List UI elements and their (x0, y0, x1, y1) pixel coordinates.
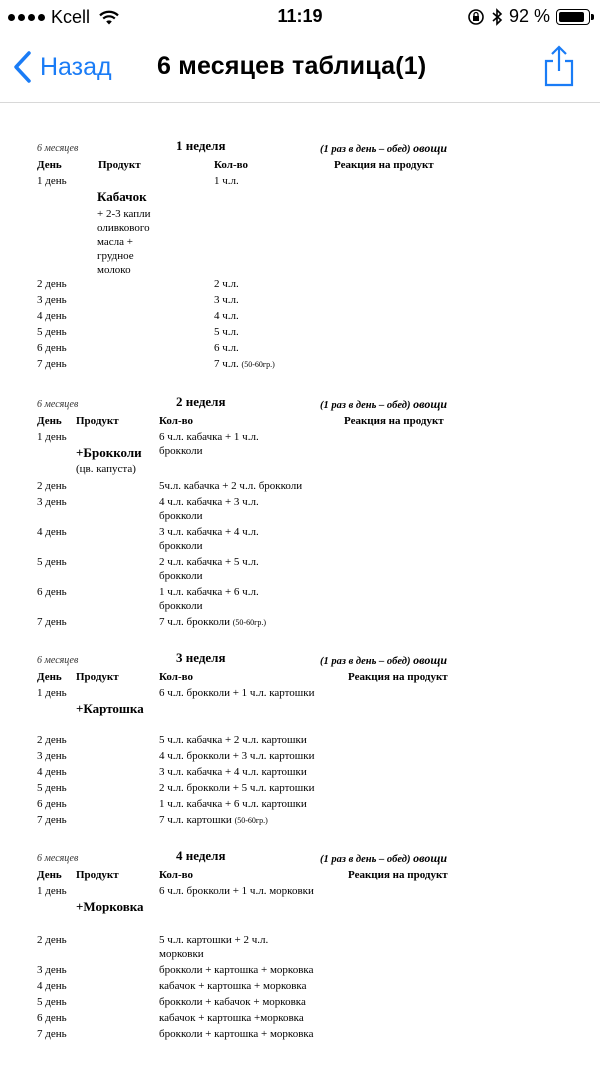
qty-cell: брокколи + кабачок + морковка (159, 996, 306, 1008)
product-extra: (цв. капуста) (76, 463, 136, 475)
week-title: 4 неделя (176, 848, 226, 863)
qty-cell: 4 ч.л. (214, 310, 239, 322)
share-icon (542, 44, 576, 88)
week-title: 3 неделя (176, 650, 226, 665)
qty-cell: 7 ч.л. брокколи (50-60гр.) (159, 616, 267, 628)
qty-cell: брокколи + картошка + морковка (159, 1028, 314, 1040)
day-cell: 6 день (37, 342, 67, 354)
day-cell: 6 день (37, 586, 67, 598)
col-header-reaction: Реакция на продукт (348, 869, 448, 881)
qty-cell: брокколи + картошка + морковка (159, 964, 314, 976)
week-meal: (1 раз в день – обед) овощи (320, 653, 448, 667)
day-cell: 1 день (37, 885, 67, 897)
qty-cell: 6 ч.л. брокколи + 1 ч.л. морковки (159, 885, 314, 897)
qty-cell: 6 ч.л. брокколи + 1 ч.л. картошки (159, 687, 315, 699)
week-age-label: 6 месяцев (37, 399, 79, 410)
page-title: 6 месяцев таблица(1) (157, 52, 427, 80)
share-button[interactable] (542, 44, 576, 93)
battery-icon (556, 9, 590, 25)
battery-level (559, 12, 584, 22)
col-header-qty: Кол-во (159, 415, 193, 427)
col-header-reaction: Реакция на продукт (348, 671, 448, 683)
product-name: +Брокколи (76, 445, 142, 460)
week-age-label: 6 месяцев (37, 655, 79, 666)
qty-cell: 1 ч.л. кабачка + 6 ч.л. картошки (159, 798, 307, 810)
qty-cell: 4 ч.л. брокколи + 3 ч.л. картошки (159, 750, 315, 762)
day-cell: 2 день (37, 480, 67, 492)
day-cell: 4 день (37, 980, 67, 992)
week-meal: (1 раз в день – обед) овощи (320, 141, 448, 155)
qty-cell: 6 ч.л. (214, 342, 239, 354)
day-cell: 2 день (37, 734, 67, 746)
day-cell: 7 день (37, 1028, 67, 1040)
qty-cell: кабачок + картошка +морковка (159, 1012, 304, 1024)
week-age-label: 6 месяцев (37, 143, 79, 154)
day-cell: 1 день (37, 431, 67, 443)
day-cell: 4 день (37, 766, 67, 778)
nav-bar (0, 34, 600, 103)
col-header-reaction: Реакция на продукт (344, 415, 444, 427)
qty-cell: 7 ч.л. картошки (50-60гр.) (159, 814, 268, 826)
week-meal: (1 раз в день – обед) овощи (320, 397, 448, 411)
day-cell: 6 день (37, 798, 67, 810)
qty-cell: 2 ч.л. брокколи + 5 ч.л. картошки (159, 782, 315, 794)
week-age-label: 6 месяцев (37, 853, 79, 864)
day-cell: 5 день (37, 996, 67, 1008)
day-cell: 7 день (37, 358, 67, 370)
week-title: 2 неделя (176, 394, 226, 409)
col-header-product: Продукт (98, 159, 141, 171)
qty-cell: 3 ч.л. (214, 294, 239, 306)
carrier-name: Kcell (51, 7, 91, 27)
day-cell: 6 день (37, 1012, 67, 1024)
qty-cell: кабачок + картошка + морковка (159, 980, 307, 992)
qty-cell: 5 ч.л. картошки + 2 ч.л. морковки (159, 934, 269, 960)
qty-cell: 2 ч.л. (214, 278, 239, 290)
col-header-product: Продукт (76, 415, 119, 427)
status-bar (0, 0, 600, 34)
product-name: Кабачок (97, 189, 147, 204)
col-header-qty: Кол-во (214, 159, 248, 171)
qty-cell: 2 ч.л. кабачка + 5 ч.л. брокколи (159, 556, 259, 582)
day-cell: 5 день (37, 326, 67, 338)
day-cell: 4 день (37, 310, 67, 322)
qty-cell: 1 ч.л. (214, 175, 239, 187)
qty-cell: 5ч.л. кабачка + 2 ч.л. брокколи (159, 480, 303, 492)
day-cell: 2 день (37, 278, 67, 290)
qty-cell: 4 ч.л. кабачка + 3 ч.л. брокколи (159, 496, 259, 522)
col-header-product: Продукт (76, 671, 119, 683)
status-right (467, 6, 590, 27)
qty-cell: 3 ч.л. кабачка + 4 ч.л. картошки (159, 766, 307, 778)
col-header-qty: Кол-во (159, 869, 193, 881)
qty-cell: 5 ч.л. (214, 326, 239, 338)
day-cell: 2 день (37, 934, 67, 946)
day-cell: 5 день (37, 556, 67, 568)
battery-percent: 92 % (508, 6, 550, 26)
col-header-day: День (37, 869, 62, 881)
product-extra: + 2-3 капли оливкового масла + грудное молоко (97, 208, 151, 276)
col-header-qty: Кол-во (159, 671, 193, 683)
qty-cell: 6 ч.л. кабачка + 1 ч.л. брокколи (159, 431, 259, 457)
product-name: +Морковка (76, 899, 144, 914)
product-name: +Картошка (76, 701, 144, 716)
col-header-day: День (37, 671, 62, 683)
col-header-reaction: Реакция на продукт (334, 159, 434, 171)
qty-cell: 3 ч.л. кабачка + 4 ч.л. брокколи (159, 526, 259, 552)
day-cell: 4 день (37, 526, 67, 538)
col-header-day: День (37, 159, 62, 171)
document-view[interactable] (0, 103, 600, 1066)
orientation-lock-icon (467, 8, 485, 26)
day-cell: 7 день (37, 616, 67, 628)
week-title: 1 неделя (176, 138, 226, 153)
day-cell: 3 день (37, 496, 67, 508)
bluetooth-icon (491, 8, 503, 26)
qty-cell: 5 ч.л. кабачка + 2 ч.л. картошки (159, 734, 307, 746)
qty-cell: 1 ч.л. кабачка + 6 ч.л. брокколи (159, 586, 259, 612)
chevron-left-icon (12, 50, 32, 84)
day-cell: 3 день (37, 294, 67, 306)
day-cell: 3 день (37, 750, 67, 762)
back-label: Назад (40, 52, 112, 81)
day-cell: 5 день (37, 782, 67, 794)
day-cell: 1 день (37, 175, 67, 187)
week-meal: (1 раз в день – обед) овощи (320, 851, 448, 865)
qty-cell: 7 ч.л. (50-60гр.) (214, 358, 275, 370)
col-header-day: День (37, 415, 62, 427)
day-cell: 1 день (37, 687, 67, 699)
col-header-product: Продукт (76, 869, 119, 881)
day-cell: 7 день (37, 814, 67, 826)
day-cell: 3 день (37, 964, 67, 976)
status-time: 11:19 (277, 6, 323, 26)
back-button[interactable] (12, 50, 112, 84)
